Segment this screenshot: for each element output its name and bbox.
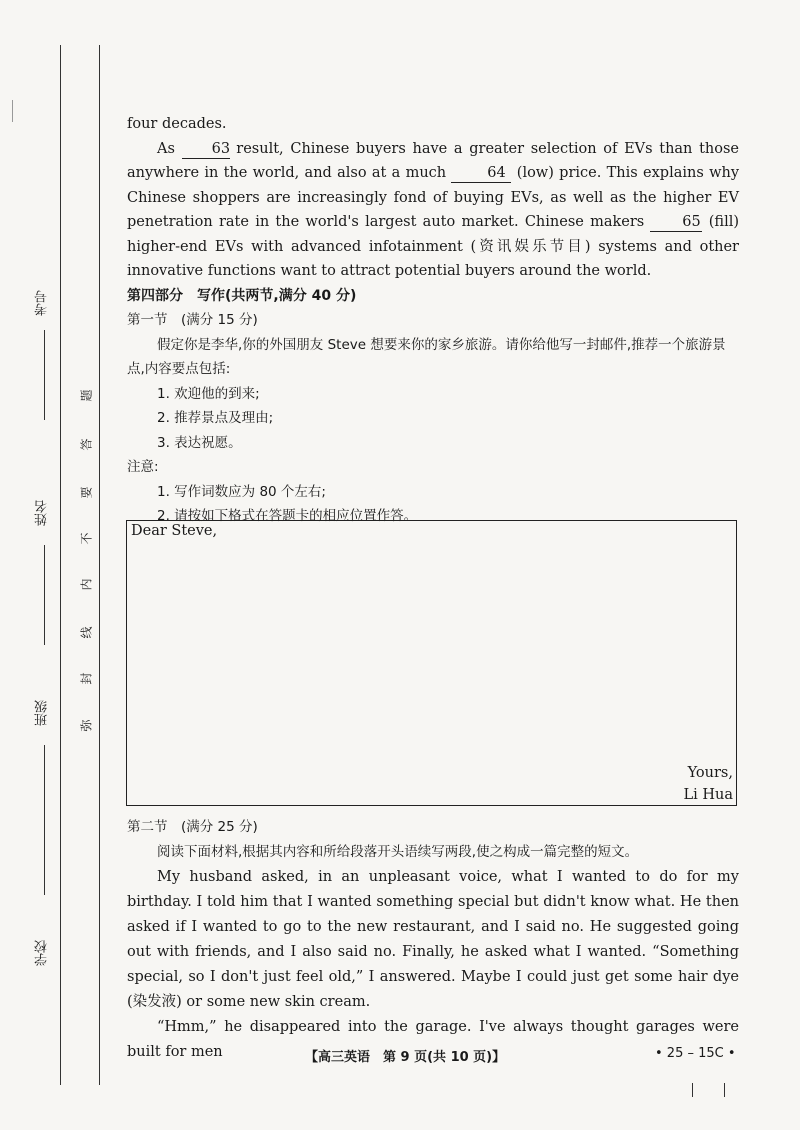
seal-char-4: 不 [79, 532, 94, 545]
passage-paragraph [127, 137, 739, 284]
task-instruction: 假定你是李华,你的外国朋友 Steve 想要来你的家乡旅游。请你给他写一封邮件,推荐一个旅游景点,内容要点包括: [127, 336, 726, 377]
passage-line: four decades. [127, 116, 227, 132]
part2-content [127, 815, 739, 1065]
label-name: 姓名 [35, 500, 50, 526]
part-title: 第二节 (满分 25 分) [127, 819, 258, 835]
note-title: 注意: [127, 459, 159, 475]
task-point: 1. 欢迎他的到来; [157, 385, 260, 402]
seal-char-3: 要 [79, 486, 94, 499]
note-item: 1. 写作词数应为 80 个左右; [157, 483, 326, 500]
margin-line-outer [60, 45, 61, 1085]
task-point: 2. 推荐景点及理由; [157, 410, 274, 426]
section-heading: 第四部分 写作(共两节,满分 40 分) [127, 287, 357, 304]
blank-63: 63 [182, 140, 230, 159]
passage-text: (fill) higher-end EVs with advanced infotainment (资讯娱乐节目) systems and other innovative functions want to attract potential buyers around the world. [127, 214, 739, 279]
page-footer: 【高三英语 第 9 页(共 10 页)】 [305, 1050, 506, 1065]
part2-instruction: 阅读下面材料,根据其内容和所给段落开头语续写两段,使之构成一篇完整的短文。 [157, 844, 639, 860]
blank-64: 64 [451, 164, 511, 183]
letter-closing: Yours, [687, 765, 733, 781]
letter-greeting: Dear Steve, [131, 523, 218, 539]
paper-code: • 25 – 15C • [655, 1046, 736, 1061]
margin-line-inner [99, 45, 100, 1085]
note-item: 2. 请按如下格式在答题卡的相应位置作答。 [157, 508, 418, 524]
seal-char-8: 弥 [79, 719, 94, 732]
label-class: 班级 [35, 700, 50, 726]
passage-text: result, Chinese buyers have a greater selection of EVs than those anywhere in the world, and also at a much [127, 140, 739, 181]
field-name-line [44, 545, 45, 645]
seal-char-7: 封 [79, 672, 94, 685]
corner-tick [724, 1083, 725, 1097]
passage-text: As [157, 140, 175, 157]
story-paragraph: My husband asked, in an unpleasant voice, what I wanted to do for my birthday. I told him that I wanted something special but didn't know what. He then asked if I wanted to go to the new restaurant, and I said no. He suggested going out with friends, and I also said no. Finally, he asked what I wanted. “Something special, so I don't just feel old,” I answered. Maybe I could just get some hair dye (染发液) or some new skin cream. [127, 869, 739, 1010]
letter-answer-box[interactable] [126, 520, 737, 806]
margin-tick [12, 100, 13, 122]
page-content [127, 112, 739, 529]
passage-text: (low) price. This explains why Chinese shoppers are increasingly fond of buying EVs, as well as the higher EV penetration rate in the world's largest auto market. Chinese makers [127, 165, 740, 230]
field-exam-number-line [44, 330, 45, 420]
seal-char-2: 答 [79, 438, 94, 451]
part-title: 第一节 (满分 15 分) [127, 312, 258, 328]
corner-tick [692, 1083, 693, 1097]
blank-65: 65 [650, 213, 702, 232]
letter-signature: Li Hua [683, 787, 733, 803]
seal-char-1: 题 [79, 389, 94, 402]
field-class-line [44, 745, 45, 895]
label-school: 学校 [35, 940, 50, 966]
task-point: 3. 表达祝愿。 [157, 434, 242, 451]
seal-char-5: 内 [79, 578, 94, 591]
story-paragraph: “Hmm,” he disappeared into the garage. I've always thought garages were built for men [127, 1019, 739, 1060]
label-exam-number: 考号 [35, 290, 50, 316]
seal-char-6: 线 [79, 626, 94, 639]
